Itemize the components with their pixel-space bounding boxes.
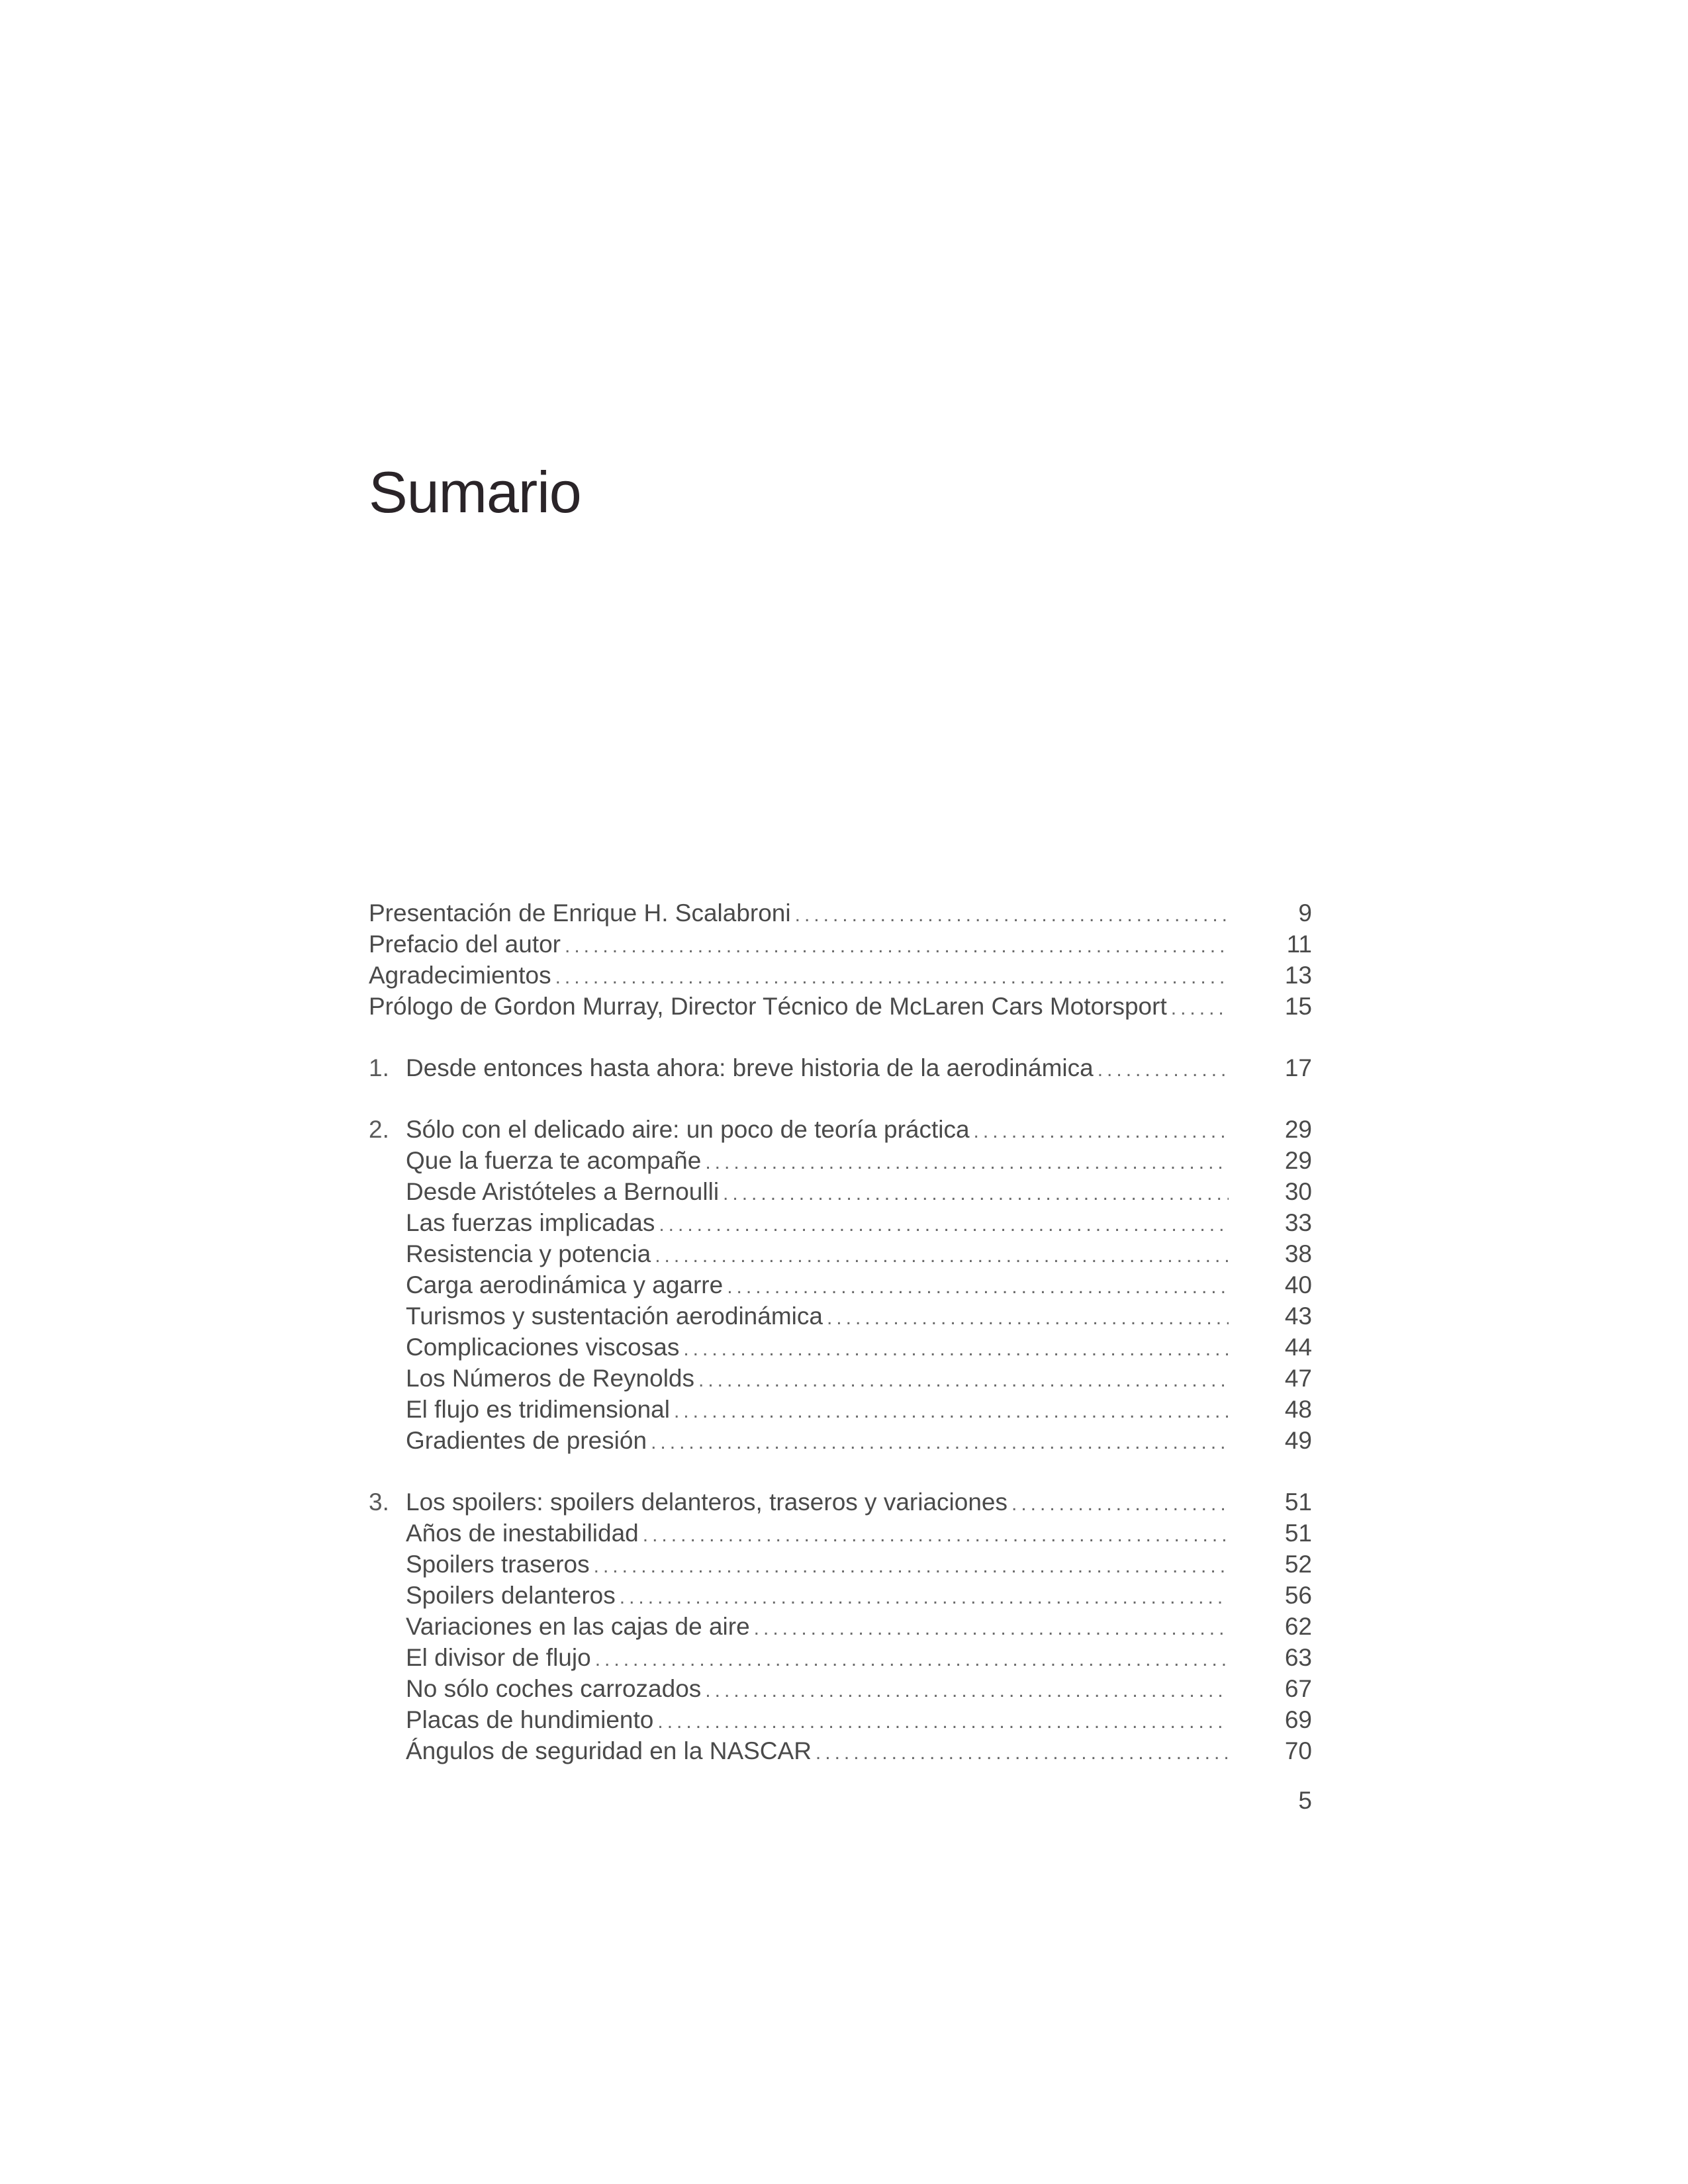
entry-page-number: 33 xyxy=(1284,1209,1312,1236)
toc-entry xyxy=(369,1549,1312,1580)
dot-leader xyxy=(674,1396,1229,1427)
entry-title: Que la fuerza te acompañe xyxy=(406,1147,702,1174)
entry-title: Prólogo de Gordon Murray, Director Técnico de McLaren Cars Motorsport xyxy=(369,993,1167,1020)
entry-page-number: 29 xyxy=(1284,1147,1312,1174)
dot-leader xyxy=(974,1116,1229,1147)
dot-leader xyxy=(657,1706,1229,1737)
toc-entry xyxy=(369,1394,1312,1425)
dot-leader xyxy=(1098,1054,1229,1085)
toc-entry xyxy=(369,1735,1312,1766)
entry-title: Agradecimientos xyxy=(369,962,551,989)
chapter-number: 3. xyxy=(369,1488,389,1516)
dot-leader xyxy=(1011,1488,1229,1520)
dot-leader xyxy=(827,1302,1229,1334)
toc-entry xyxy=(369,1207,1312,1238)
toc-entry xyxy=(369,991,1312,1022)
entry-page-number: 62 xyxy=(1284,1613,1312,1640)
page-folio: 5 xyxy=(1298,1787,1312,1814)
chapter-number: 2. xyxy=(369,1116,389,1143)
entry-title: El flujo es tridimensional xyxy=(406,1396,670,1423)
entry-page-number: 49 xyxy=(1284,1427,1312,1454)
toc-entry xyxy=(369,1642,1312,1673)
entry-title: Desde Aristóteles a Bernoulli xyxy=(406,1178,720,1205)
entry-title: Presentación de Enrique H. Scalabroni xyxy=(369,899,791,927)
entry-page-number: 11 xyxy=(1286,931,1312,958)
entry-page-number: 17 xyxy=(1284,1054,1312,1081)
entry-title: Prefacio del autor xyxy=(369,931,561,958)
toc-group xyxy=(369,1114,1312,1456)
dot-leader xyxy=(1171,993,1229,1024)
toc-entry xyxy=(369,1176,1312,1207)
toc-entry xyxy=(369,1300,1312,1332)
entry-title: Ángulos de seguridad en la NASCAR xyxy=(406,1737,812,1764)
chapter-number: 1. xyxy=(369,1054,389,1081)
entry-page-number: 29 xyxy=(1284,1116,1312,1143)
dot-leader xyxy=(659,1209,1229,1240)
entry-page-number: 48 xyxy=(1284,1396,1312,1423)
entry-title: Variaciones en las cajas de aire xyxy=(406,1613,750,1640)
entry-title: Los spoilers: spoilers delanteros, traseros y variaciones xyxy=(406,1488,1008,1516)
entry-title: Los Números de Reynolds xyxy=(406,1365,694,1392)
entry-title: Resistencia y potencia xyxy=(406,1240,651,1267)
dot-leader xyxy=(651,1427,1229,1458)
entry-page-number: 15 xyxy=(1284,993,1312,1020)
dot-leader xyxy=(683,1334,1229,1365)
toc-entry xyxy=(369,897,1312,929)
entry-title: Turismos y sustentación aerodinámica xyxy=(406,1302,823,1330)
toc-entry xyxy=(369,1611,1312,1642)
dot-leader xyxy=(723,1178,1229,1209)
toc-entry xyxy=(369,1332,1312,1363)
entry-title: Gradientes de presión xyxy=(406,1427,647,1454)
toc-chapter-entry xyxy=(369,1114,1312,1145)
dot-leader xyxy=(754,1613,1229,1644)
dot-leader xyxy=(698,1365,1229,1396)
dot-leader xyxy=(655,1240,1229,1271)
toc-entry xyxy=(369,929,1312,960)
entry-title: Las fuerzas implicadas xyxy=(406,1209,655,1236)
dot-leader xyxy=(727,1271,1229,1302)
entry-page-number: 56 xyxy=(1284,1582,1312,1609)
dot-leader xyxy=(816,1737,1229,1768)
entry-title: Spoilers delanteros xyxy=(406,1582,616,1609)
dot-leader xyxy=(705,1675,1229,1706)
toc-chapter-entry xyxy=(369,1052,1312,1083)
entry-page-number: 52 xyxy=(1284,1551,1312,1578)
toc-group xyxy=(369,1052,1312,1083)
entry-page-number: 47 xyxy=(1284,1365,1312,1392)
dot-leader xyxy=(565,931,1229,962)
toc-entry xyxy=(369,1145,1312,1176)
toc-entry xyxy=(369,1518,1312,1549)
entry-page-number: 63 xyxy=(1284,1644,1312,1671)
toc-entry xyxy=(369,1673,1312,1704)
toc-chapter-entry xyxy=(369,1486,1312,1518)
entry-title: Años de inestabilidad xyxy=(406,1520,639,1547)
dot-leader xyxy=(643,1520,1229,1551)
toc-entry xyxy=(369,1238,1312,1269)
entry-title: Complicaciones viscosas xyxy=(406,1334,680,1361)
entry-page-number: 13 xyxy=(1284,962,1312,989)
entry-page-number: 67 xyxy=(1284,1675,1312,1702)
dot-leader xyxy=(620,1582,1229,1613)
entry-title: Sólo con el delicado aire: un poco de teoría práctica xyxy=(406,1116,970,1143)
entry-page-number: 70 xyxy=(1284,1737,1312,1764)
entry-title: Spoilers traseros xyxy=(406,1551,590,1578)
entry-title: Desde entonces hasta ahora: breve historia de la aerodinámica xyxy=(406,1054,1094,1081)
toc-group xyxy=(369,1486,1312,1766)
entry-page-number: 69 xyxy=(1284,1706,1312,1733)
entry-title: Carga aerodinámica y agarre xyxy=(406,1271,724,1298)
entry-title: Placas de hundimiento xyxy=(406,1706,654,1733)
entry-page-number: 51 xyxy=(1284,1520,1312,1547)
entry-page-number: 44 xyxy=(1284,1334,1312,1361)
toc-entry xyxy=(369,1704,1312,1735)
toc-entry xyxy=(369,1269,1312,1300)
dot-leader xyxy=(594,1551,1229,1582)
entry-page-number: 43 xyxy=(1284,1302,1312,1330)
dot-leader xyxy=(555,962,1229,993)
entry-title: No sólo coches carrozados xyxy=(406,1675,702,1702)
entry-page-number: 51 xyxy=(1284,1488,1312,1516)
dot-leader xyxy=(795,899,1229,931)
entry-page-number: 30 xyxy=(1284,1178,1312,1205)
entry-page-number: 9 xyxy=(1298,899,1312,927)
toc-entry xyxy=(369,1580,1312,1611)
toc-entry xyxy=(369,1363,1312,1394)
dot-leader xyxy=(595,1644,1229,1675)
entry-title: El divisor de flujo xyxy=(406,1644,591,1671)
entry-page-number: 38 xyxy=(1284,1240,1312,1267)
dot-leader xyxy=(705,1147,1229,1178)
toc-group xyxy=(369,897,1312,1022)
page-title: Sumario xyxy=(369,459,581,525)
toc-entry xyxy=(369,1425,1312,1456)
entry-page-number: 40 xyxy=(1284,1271,1312,1298)
table-of-contents xyxy=(369,897,1312,1797)
toc-entry xyxy=(369,960,1312,991)
